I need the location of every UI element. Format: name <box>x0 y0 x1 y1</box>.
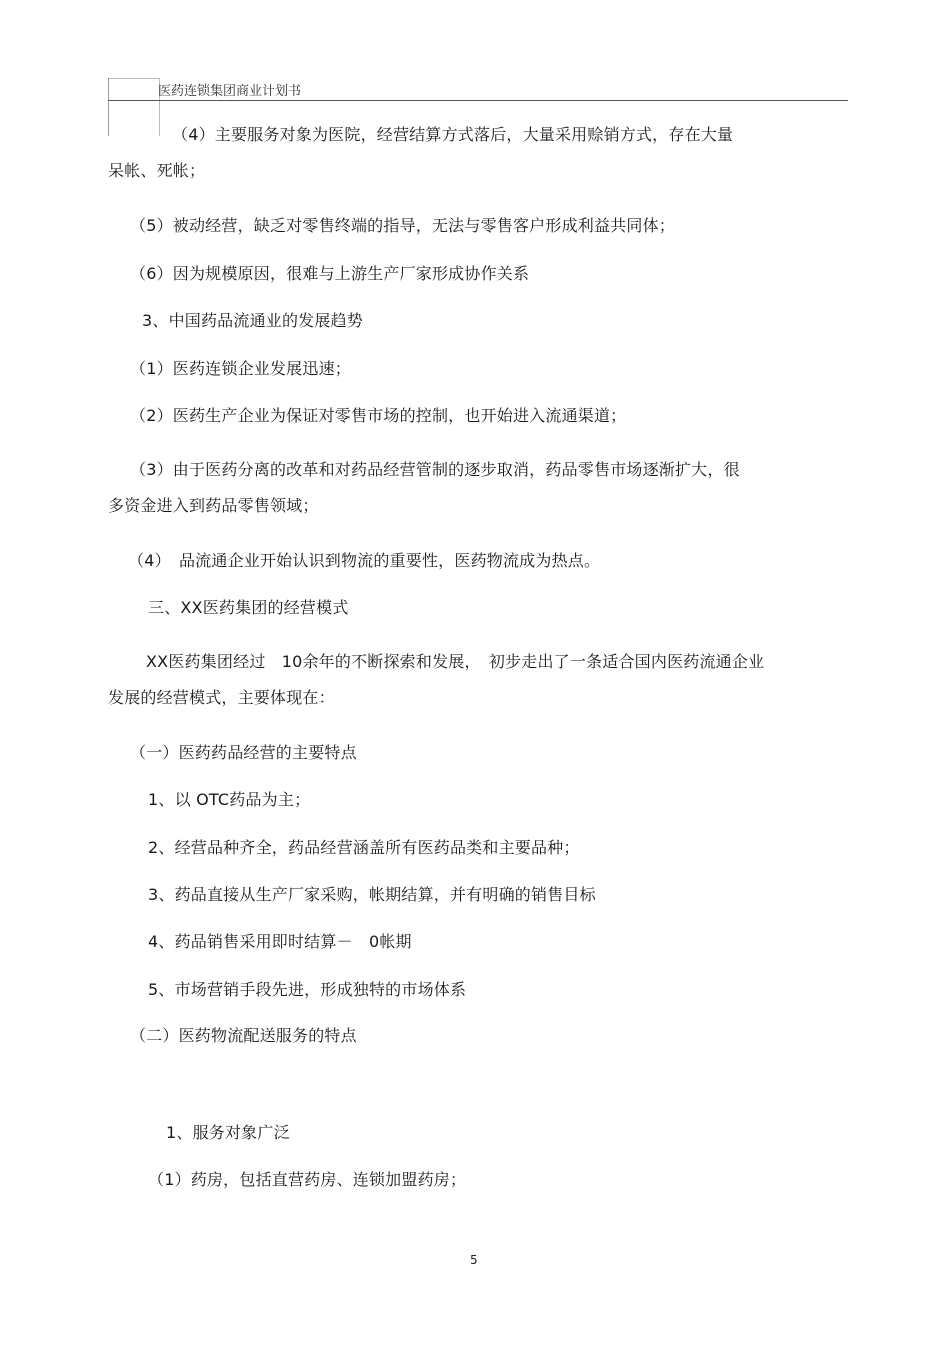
list-item: （1）药房，包括直营药房、连锁加盟药房； <box>148 1170 467 1189</box>
list-item: （1）医药连锁企业发展迅速； <box>130 359 351 378</box>
paragraph-line: 发展的经营模式，主要体现在： <box>108 688 335 707</box>
header-rule <box>108 100 848 101</box>
paragraph-line: （4）主要服务对象为医院，经营结算方式落后，大量采用赊销方式，存在大量 <box>172 125 734 144</box>
list-item: 1、服务对象广泛 <box>166 1123 290 1142</box>
paragraph-line: XX医药集团经过 10余年的不断探索和发展， 初步走出了一条适合国内医药流通企业 <box>146 652 765 671</box>
list-item: 4、药品销售采用即时结算－ 0帐期 <box>148 932 412 951</box>
corner-mark <box>108 78 160 79</box>
header-title: 医药连锁集团商业计划书 <box>158 84 302 99</box>
list-item: 1、以 OTC药品为主； <box>148 790 311 809</box>
list-item: （3）由于医药分离的改革和对药品经营管制的逐步取消，药品零售市场逐渐扩大，很 <box>130 460 740 479</box>
list-item: （2）医药生产企业为保证对零售市场的控制，也开始进入流通渠道； <box>130 406 627 425</box>
paragraph-line: （6）因为规模原因，很难与上游生产厂家形成协作关系 <box>130 264 530 283</box>
list-item: 2、经营品种齐全，药品经营涵盖所有医药品类和主要品种； <box>148 838 580 857</box>
subsection-heading: （二）医药物流配送服务的特点 <box>130 1026 357 1045</box>
paragraph-line: 呆帐、死帐； <box>108 161 206 180</box>
page-number: 5 <box>470 1253 478 1267</box>
section-heading: 3、中国药品流通业的发展趋势 <box>142 311 363 330</box>
list-item: 5、市场营销手段先进，形成独特的市场体系 <box>148 980 467 999</box>
list-item: （4） 品流通企业开始认识到物流的重要性，医药物流成为热点。 <box>128 551 601 570</box>
paragraph-line: （5）被动经营，缺乏对零售终端的指导，无法与零售客户形成利益共同体； <box>130 216 675 235</box>
list-item-continuation: 多资金进入到药品零售领域； <box>108 496 319 515</box>
corner-mark <box>108 78 109 136</box>
subsection-heading: （一）医药药品经营的主要特点 <box>130 743 357 762</box>
chapter-heading: 三、XX医药集团的经营模式 <box>148 598 349 617</box>
list-item: 3、药品直接从生产厂家采购，帐期结算，并有明确的销售目标 <box>148 885 596 904</box>
